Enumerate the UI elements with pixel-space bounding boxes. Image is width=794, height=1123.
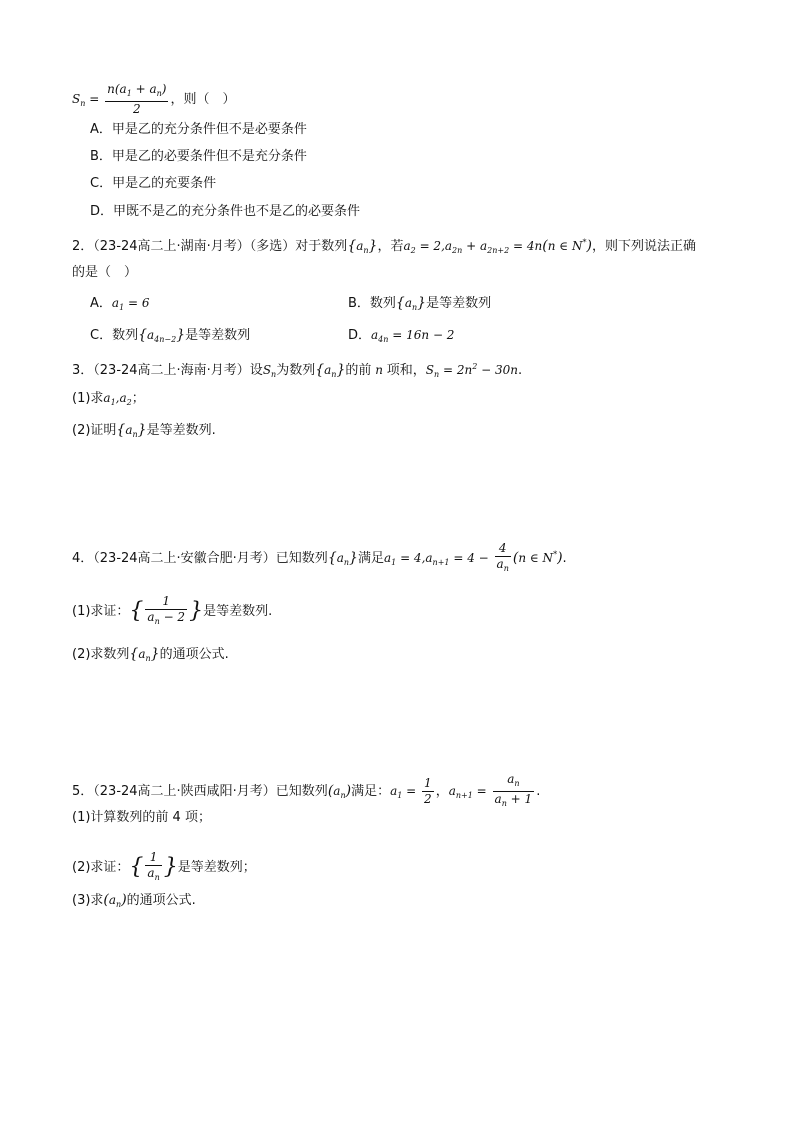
q2-option-d-label: D． xyxy=(348,328,372,343)
q3-mid1: 为数列 xyxy=(276,363,316,378)
q5-end: . xyxy=(536,784,541,799)
q3-part1-text: (1)求 xyxy=(72,391,104,406)
q2-option-b[interactable]: B．数列$\{a_n\}$是等差数列 xyxy=(348,295,492,312)
q1-sn-formula: $S_n$ = $\frac{n(a_1 + a_n)}{2}$ xyxy=(72,82,167,116)
q2-seq: $\{a_n\}$ xyxy=(347,238,378,255)
q5-part2-suf: 是等差数列； xyxy=(177,860,256,875)
q3-mid2: 的前 xyxy=(345,363,372,378)
q2-prefix: 2．（23-24高二上·湖南·月考）（多选）对于数列 xyxy=(72,239,348,254)
q4-mid: 满足 xyxy=(357,551,384,566)
q3-part2-pre: (2)证明 xyxy=(72,423,117,438)
q5-part1: (1)计算数列的前 4 项； xyxy=(72,810,211,825)
q5-part3: (3)求$(a_n)$的通项公式. xyxy=(72,892,196,909)
q2-option-c-pre: C．数列 xyxy=(90,328,139,343)
q5-part2-pre: (2)求证： xyxy=(72,860,130,875)
q3-mid3: 项和， xyxy=(386,363,426,378)
q4-prefix: 4．（23-24高二上·安徽合肥·月考）已知数列 xyxy=(72,551,328,566)
q1-ze-text: ，则（ ） xyxy=(170,92,236,107)
q4-part1: (1)求证：{ $\frac{1}{a_n - 2}$ }是等差数列. xyxy=(72,594,272,629)
q2-option-c-suf: 是等差数列 xyxy=(185,328,251,343)
q2-option-a-label: A． xyxy=(90,296,112,311)
q3-prefix: 3．（23-24高二上·海南·月考）设 xyxy=(72,363,263,378)
q2-stem xyxy=(72,234,696,260)
q1-option-b[interactable]: B．甲是乙的必要条件但不是充分条件 xyxy=(90,149,307,164)
q4-part2-pre: (2)求数列 xyxy=(72,647,130,662)
q4-part1-suf: 是等差数列. xyxy=(203,604,273,619)
q2-stem-line2: 的是（ ） xyxy=(72,265,138,280)
q5-part3-suf: 的通项公式. xyxy=(126,893,196,908)
q4-stem: 4．（23-24高二上·安徽合肥·月考）已知数列$\{a_n\}$满足$a_1 = 4,a_{n+1} = 4$ − $\frac{4}{a_n}$ (n ∈ N*). xyxy=(72,541,567,576)
q5-stem: 5．（23-24高二上·陕西咸阳·月考）已知数列$(a_n)$满足：$a_1$ = $\frac{1}{2}$ ，$a_{n+1}$ = $\frac{a_n}{a_n + 1}$ . xyxy=(72,772,540,811)
q4-part2-suf: 的通项公式. xyxy=(159,647,229,662)
q5-comma: ， xyxy=(435,784,449,799)
q1-option-a[interactable]: A．甲是乙的充分条件但不是必要条件 xyxy=(90,122,307,137)
q3-part2-suf: 是等差数列. xyxy=(146,423,216,438)
q2-ruo: ，若 xyxy=(377,239,404,254)
q2-option-b-pre: B．数列 xyxy=(348,296,396,311)
q5-part2: (2)求证：{ $\frac{1}{a_n}$ }是等差数列； xyxy=(72,850,256,885)
q2-condition: $a_2 = 2,a_{2n} + a_{2n+2} = 4n(n$ ∈ N*) xyxy=(403,238,592,255)
q3-part1-end: ； xyxy=(131,391,145,406)
q4-end: . xyxy=(562,551,567,566)
q1-option-d[interactable]: D．甲既不是乙的充分条件也不是乙的必要条件 xyxy=(90,204,361,219)
q5-part3-pre: (3)求 xyxy=(72,893,104,908)
q5-mid: 满足： xyxy=(351,784,391,799)
q1-option-c[interactable]: C．甲是乙的充要条件 xyxy=(90,176,217,191)
q3-part2: (2)证明$\{a_n\}$是等差数列. xyxy=(72,422,216,439)
q1-formula-line xyxy=(72,82,236,117)
q2-option-a[interactable]: A．$a_1 = 6$ xyxy=(90,296,150,312)
q3-end: . xyxy=(518,363,523,378)
q3-part1: (1)求$a_1,a_2$； xyxy=(72,391,145,407)
q5-prefix: 5．（23-24高二上·陕西咸阳·月考）已知数列 xyxy=(72,784,328,799)
q4-part2: (2)求数列$\{a_n\}$的通项公式. xyxy=(72,646,229,663)
q2-option-b-suf: 是等差数列 xyxy=(426,296,492,311)
q2-option-d[interactable]: D．$a_{4n} = 16n - 2$ xyxy=(348,328,455,344)
q3-stem: 3．（23-24高二上·海南·月考）设$S_n$为数列$\{a_n\}$的前 n 项和，$S_n = 2n^2 - 30n$. xyxy=(72,362,523,379)
q2-suffix: ，则下列说法正确 xyxy=(591,239,696,254)
q4-part1-pre: (1)求证： xyxy=(72,604,130,619)
q2-option-c[interactable]: C．数列$\{a_{4n-2}\}$是等差数列 xyxy=(90,327,251,344)
